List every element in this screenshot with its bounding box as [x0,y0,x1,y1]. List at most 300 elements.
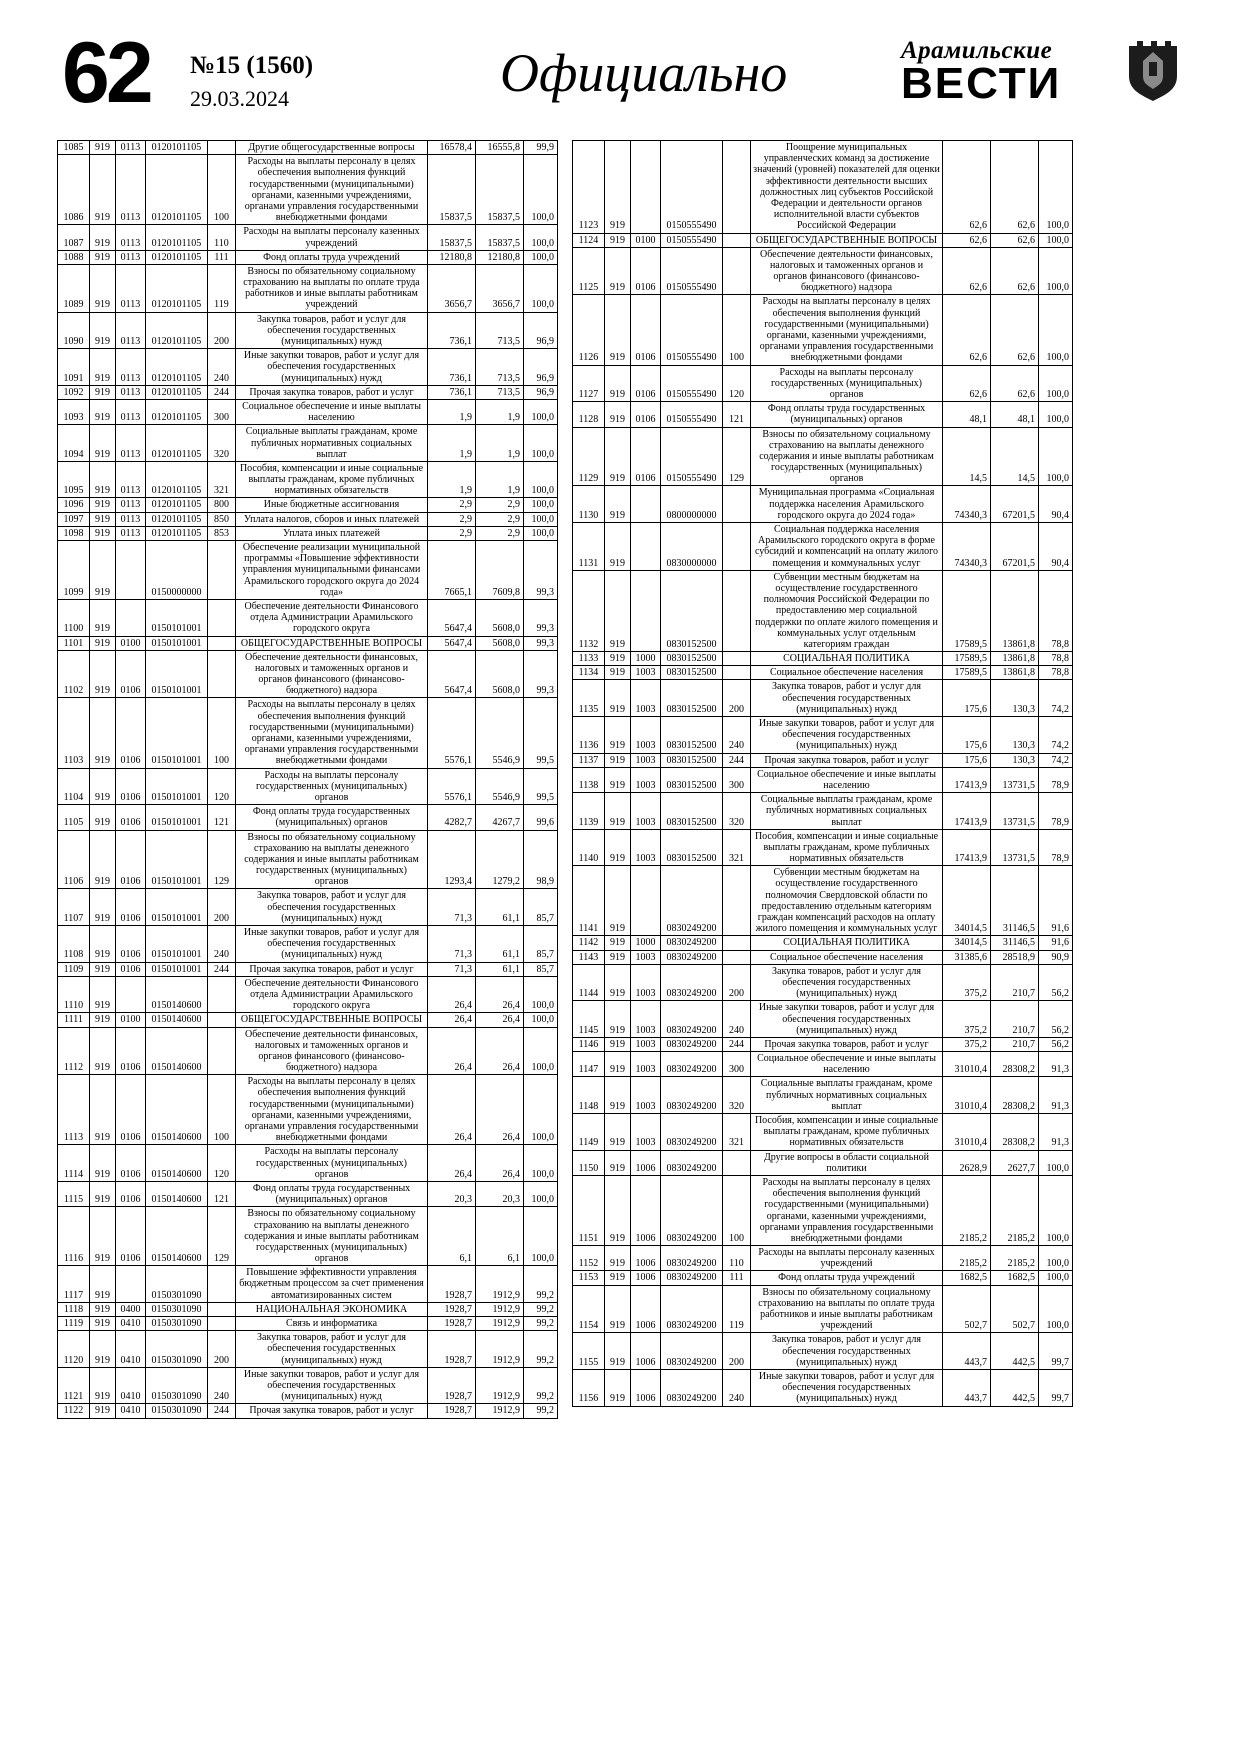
name-cell: Прочая закупка товаров, работ и услуг [236,385,428,399]
name-cell: Фонд оплаты труда государственных (муниципальных) органов [236,805,428,830]
row-num-cell: 1139 [573,793,605,830]
expense-type-cell: 100 [208,1075,236,1145]
grbs-code-cell: 919 [90,1317,116,1331]
percent-cell: 100,0 [524,512,558,526]
executed-value-cell: 5608,0 [476,636,524,650]
executed-value-cell: 3656,7 [476,264,524,312]
grbs-code-cell: 919 [605,1077,631,1114]
name-cell: Пособия, компенсации и иные социальные выплаты гражданам, кроме публичных нормативных обязательств [236,461,428,498]
target-article-cell: 0120101105 [146,512,208,526]
target-article-cell: 0830249200 [661,1077,723,1114]
grbs-code-cell: 919 [605,1246,631,1271]
executed-value-cell: 62,6 [991,365,1039,402]
section-code-cell [116,541,146,600]
section-code-cell: 1006 [631,1271,661,1285]
approved-value-cell: 5576,1 [428,698,476,768]
expense-type-cell: 240 [208,1367,236,1404]
row-num-cell: 1131 [573,523,605,571]
table-row [573,1001,1073,1038]
target-article-cell: 0120101105 [146,264,208,312]
approved-value-cell: 1928,7 [428,1367,476,1404]
row-num-cell: 1154 [573,1285,605,1333]
name-cell: Закупка товаров, работ и услуг для обеспечения государственных (муниципальных) нужд [751,680,943,717]
table-row [573,486,1073,523]
row-num-cell: 1151 [573,1175,605,1245]
grbs-code-cell: 919 [605,523,631,571]
section-code-cell: 0106 [631,247,661,295]
executed-value-cell: 210,7 [991,964,1039,1001]
target-article-cell: 0150101001 [146,636,208,650]
grbs-code-cell: 919 [90,1367,116,1404]
section-code-cell: 0106 [116,1145,146,1182]
row-num-cell: 1146 [573,1037,605,1051]
expense-type-cell: 129 [208,1207,236,1266]
percent-cell: 99,2 [524,1317,558,1331]
approved-value-cell: 5647,4 [428,636,476,650]
row-num-cell: 1097 [58,512,90,526]
approved-value-cell: 1928,7 [428,1266,476,1303]
expense-type-cell: 100 [208,698,236,768]
name-cell: Взносы по обязательному социальному страхованию на выплаты по оплате труда работников и иные выплаты работникам учреждений [236,264,428,312]
executed-value-cell: 1912,9 [476,1317,524,1331]
row-num-cell: 1125 [573,247,605,295]
executed-value-cell: 210,7 [991,1037,1039,1051]
approved-value-cell: 1682,5 [943,1271,991,1285]
row-num-cell: 1094 [58,425,90,462]
name-cell: Расходы на выплаты персоналу в целях обеспечения выполнения функций государственными (муниципальными) органами, казенными учреждениями, органами управления государственными внебюджетными фондами [751,295,943,365]
approved-value-cell: 31010,4 [943,1077,991,1114]
target-article-cell: 0150101001 [146,926,208,963]
grbs-code-cell: 919 [605,866,631,936]
expense-type-cell: 121 [208,1181,236,1206]
section-code-cell: 0106 [116,650,146,698]
expense-type-cell [208,650,236,698]
row-num-cell: 1088 [58,250,90,264]
row-num-cell: 1137 [573,753,605,767]
row-num-cell: 1130 [573,486,605,523]
expense-type-cell [723,247,751,295]
section-code-cell: 0113 [116,425,146,462]
row-num-cell: 1127 [573,365,605,402]
approved-value-cell: 62,6 [943,233,991,247]
target-article-cell: 0150000000 [146,541,208,600]
grbs-code-cell: 919 [605,1369,631,1406]
grbs-code-cell: 919 [90,1404,116,1418]
name-cell: Расходы на выплаты персоналу в целях обеспечения выполнения функций государственными (муниципальными) органами, казенными учреждениями, органами управления государственными внебюджетными фондами [236,698,428,768]
grbs-code-cell: 919 [90,1302,116,1316]
row-num-cell: 1129 [573,427,605,486]
table-row [573,964,1073,1001]
executed-value-cell: 61,1 [476,926,524,963]
section-code-cell: 0106 [631,427,661,486]
percent-cell: 78,8 [1039,666,1073,680]
section-code-cell: 0106 [116,926,146,963]
target-article-cell: 0830152500 [661,767,723,792]
percent-cell: 91,3 [1039,1114,1073,1151]
grbs-code-cell: 919 [605,666,631,680]
percent-cell: 100,0 [1039,1150,1073,1175]
name-cell: Субвенции местным бюджетам на осуществление государственного полномочия Свердловской области по предоставлению отдельным категориям граждан компенсаций расходов на оплату жилого помещения и коммунальных услуг [751,866,943,936]
table-row [573,1037,1073,1051]
grbs-code-cell: 919 [605,652,631,666]
executed-value-cell: 28308,2 [991,1114,1039,1151]
section-code-cell: 0410 [116,1331,146,1368]
target-article-cell: 0150140600 [146,1075,208,1145]
expense-type-cell: 200 [208,1331,236,1368]
row-num-cell: 1108 [58,926,90,963]
grbs-code-cell: 919 [605,767,631,792]
section-code-cell: 0106 [116,889,146,926]
approved-value-cell: 5647,4 [428,650,476,698]
section-code-cell: 1000 [631,936,661,950]
grbs-code-cell: 919 [605,1037,631,1051]
table-row [573,233,1073,247]
name-cell: Прочая закупка товаров, работ и услуг [236,1404,428,1418]
section-code-cell: 0100 [116,1013,146,1027]
percent-cell: 100,0 [1039,402,1073,427]
grbs-code-cell: 919 [605,1001,631,1038]
name-cell: Связь и информатика [236,1317,428,1331]
name-cell: Обеспечение реализации муниципальной программы «Повышение эффективности управления муниципальными финансами Арамильского городского округа до 2024 года» [236,541,428,600]
table-row [573,1175,1073,1245]
budget-table-left [57,140,558,1419]
section-code-cell: 0113 [116,512,146,526]
expense-type-cell: 321 [723,1114,751,1151]
grbs-code-cell: 919 [90,636,116,650]
approved-value-cell: 7665,1 [428,541,476,600]
target-article-cell: 0120101105 [146,399,208,424]
target-article-cell: 0830249200 [661,1285,723,1333]
name-cell: Уплата налогов, сборов и иных платежей [236,512,428,526]
target-article-cell: 0150140600 [146,1181,208,1206]
expense-type-cell [723,936,751,950]
section-code-cell: 0113 [116,225,146,250]
expense-type-cell: 800 [208,498,236,512]
table-row [573,1271,1073,1285]
executed-value-cell: 1,9 [476,399,524,424]
target-article-cell: 0150301090 [146,1317,208,1331]
percent-cell: 100,0 [1039,1175,1073,1245]
table-row [58,541,558,600]
name-cell: Прочая закупка товаров, работ и услуг [751,753,943,767]
table-row [58,1181,558,1206]
executed-value-cell: 1912,9 [476,1302,524,1316]
executed-value-cell: 442,5 [991,1369,1039,1406]
percent-cell: 100,0 [524,155,558,225]
target-article-cell: 0150101001 [146,768,208,805]
percent-cell: 100,0 [1039,1285,1073,1333]
row-num-cell: 1143 [573,950,605,964]
expense-type-cell: 111 [723,1271,751,1285]
expense-type-cell: 200 [723,680,751,717]
table-row [58,1013,558,1027]
approved-value-cell: 71,3 [428,926,476,963]
name-cell: Взносы по обязательному социальному страхованию на выплаты денежного содержания и иные выплаты работникам государственных (муниципальных) органов [236,830,428,889]
executed-value-cell: 5608,0 [476,650,524,698]
newspaper-brand [901,37,1121,108]
grbs-code-cell: 919 [605,680,631,717]
table-row [573,753,1073,767]
target-article-cell: 0150301090 [146,1266,208,1303]
section-code-cell: 1003 [631,767,661,792]
table-row [573,1052,1073,1077]
approved-value-cell: 26,4 [428,1075,476,1145]
executed-value-cell: 2627,7 [991,1150,1039,1175]
table-row [573,295,1073,365]
expense-type-cell: 853 [208,526,236,540]
target-article-cell: 0150555490 [661,365,723,402]
table-row [58,805,558,830]
table-row [58,399,558,424]
approved-value-cell: 12180,8 [428,250,476,264]
executed-value-cell: 61,1 [476,962,524,976]
name-cell: Иные закупки товаров, работ и услуг для обеспечения государственных (муниципальных) нужд [751,1001,943,1038]
percent-cell: 78,9 [1039,829,1073,866]
grbs-code-cell: 919 [605,936,631,950]
executed-value-cell: 26,4 [476,1145,524,1182]
target-article-cell: 0150101001 [146,805,208,830]
approved-value-cell: 6,1 [428,1207,476,1266]
row-num-cell: 1114 [58,1145,90,1182]
executed-value-cell: 2,9 [476,512,524,526]
grbs-code-cell: 919 [90,512,116,526]
section-code-cell: 0113 [116,461,146,498]
executed-value-cell: 26,4 [476,1027,524,1075]
expense-type-cell: 240 [208,349,236,386]
percent-cell: 100,0 [524,1013,558,1027]
percent-cell: 99,2 [524,1302,558,1316]
executed-value-cell: 2,9 [476,526,524,540]
row-num-cell: 1124 [573,233,605,247]
percent-cell: 100,0 [1039,365,1073,402]
expense-type-cell: 200 [723,964,751,1001]
table-row [573,570,1073,651]
approved-value-cell: 31385,6 [943,950,991,964]
row-num-cell: 1135 [573,680,605,717]
table-row [58,312,558,349]
row-num-cell: 1138 [573,767,605,792]
percent-cell: 56,2 [1039,1001,1073,1038]
approved-value-cell: 2628,9 [943,1150,991,1175]
expense-type-cell: 244 [208,1404,236,1418]
row-num-cell: 1123 [573,141,605,234]
grbs-code-cell: 919 [605,829,631,866]
approved-value-cell: 15837,5 [428,155,476,225]
grbs-code-cell: 919 [605,717,631,754]
name-cell: Социальные выплаты гражданам, кроме публичных нормативных социальных выплат [751,1077,943,1114]
table-row [58,526,558,540]
percent-cell: 100,0 [524,264,558,312]
expense-type-cell [723,141,751,234]
expense-type-cell [208,1302,236,1316]
approved-value-cell: 1,9 [428,461,476,498]
target-article-cell: 0830249200 [661,936,723,950]
row-num-cell: 1103 [58,698,90,768]
target-article-cell: 0120101105 [146,349,208,386]
approved-value-cell: 17413,9 [943,829,991,866]
approved-value-cell: 1928,7 [428,1302,476,1316]
expense-type-cell: 320 [723,1077,751,1114]
expense-type-cell: 320 [723,793,751,830]
approved-value-cell: 443,7 [943,1369,991,1406]
table-row [58,264,558,312]
table-row [573,936,1073,950]
grbs-code-cell: 919 [605,1175,631,1245]
row-num-cell: 1119 [58,1317,90,1331]
section-code-cell: 0106 [116,805,146,830]
section-code-cell [631,141,661,234]
executed-value-cell: 210,7 [991,1001,1039,1038]
grbs-code-cell: 919 [90,225,116,250]
table-row [58,385,558,399]
approved-value-cell: 2185,2 [943,1246,991,1271]
table-row [58,425,558,462]
name-cell: Социальные выплаты гражданам, кроме публичных нормативных социальных выплат [236,425,428,462]
section-code-cell: 0113 [116,141,146,155]
section-code-cell: 0113 [116,312,146,349]
name-cell: ОБЩЕГОСУДАРСТВЕННЫЕ ВОПРОСЫ [236,636,428,650]
executed-value-cell: 6,1 [476,1207,524,1266]
expense-type-cell [208,541,236,600]
row-num-cell: 1152 [573,1246,605,1271]
row-num-cell: 1141 [573,866,605,936]
percent-cell: 100,0 [1039,1271,1073,1285]
section-code-cell: 0106 [631,295,661,365]
expense-type-cell: 244 [723,1037,751,1051]
section-code-cell [631,523,661,571]
executed-value-cell: 2185,2 [991,1175,1039,1245]
expense-type-cell: 121 [208,805,236,830]
expense-type-cell [208,1266,236,1303]
name-cell: НАЦИОНАЛЬНАЯ ЭКОНОМИКА [236,1302,428,1316]
percent-cell: 100,0 [524,1207,558,1266]
section-code-cell: 1006 [631,1246,661,1271]
grbs-code-cell: 919 [90,1266,116,1303]
target-article-cell: 0830249200 [661,1114,723,1151]
executed-value-cell: 1,9 [476,461,524,498]
approved-value-cell: 74340,3 [943,486,991,523]
table-row [58,141,558,155]
name-cell: Расходы на выплаты персоналу в целях обеспечения выполнения функций государственными (муниципальными) органами, казенными учреждениями, органами управления государственными внебюджетными фондами [236,155,428,225]
section-code-cell: 1003 [631,950,661,964]
executed-value-cell: 713,5 [476,349,524,386]
target-article-cell: 0150101001 [146,830,208,889]
target-article-cell: 0150140600 [146,1207,208,1266]
expense-type-cell: 111 [208,250,236,264]
grbs-code-cell: 919 [90,698,116,768]
target-article-cell: 0830249200 [661,866,723,936]
target-article-cell: 0120101105 [146,461,208,498]
expense-type-cell [723,652,751,666]
section-code-cell: 1003 [631,964,661,1001]
expense-type-cell: 244 [208,962,236,976]
name-cell: Социальное обеспечение населения [751,950,943,964]
executed-value-cell: 13731,5 [991,767,1039,792]
percent-cell: 99,6 [524,805,558,830]
approved-value-cell: 17589,5 [943,570,991,651]
table-row [573,866,1073,936]
grbs-code-cell: 919 [90,1075,116,1145]
coat-of-arms-icon [1127,38,1179,107]
target-article-cell: 0120101105 [146,225,208,250]
grbs-code-cell: 919 [90,1027,116,1075]
approved-value-cell: 31010,4 [943,1114,991,1151]
expense-type-cell: 120 [723,365,751,402]
percent-cell: 74,2 [1039,753,1073,767]
name-cell: Социальная поддержка населения Арамильского городского округа в форме субсидий и компенсаций на оплату жилого помещения и коммунальных услуг [751,523,943,571]
section-code-cell: 1003 [631,1114,661,1151]
name-cell: Иные закупки товаров, работ и услуг для обеспечения государственных (муниципальных) нужд [236,1367,428,1404]
issue-date: 29.03.2024 [190,86,289,111]
percent-cell: 96,9 [524,312,558,349]
brand-name-top: Арамильские [901,37,1053,64]
percent-cell: 98,9 [524,830,558,889]
target-article-cell: 0150555490 [661,233,723,247]
table-row [58,1404,558,1418]
row-num-cell: 1128 [573,402,605,427]
executed-value-cell: 61,1 [476,889,524,926]
table-row [58,926,558,963]
row-num-cell: 1087 [58,225,90,250]
target-article-cell: 0120101105 [146,312,208,349]
name-cell: Закупка товаров, работ и услуг для обеспечения государственных (муниципальных) нужд [236,889,428,926]
approved-value-cell: 15837,5 [428,225,476,250]
expense-type-cell: 100 [723,1175,751,1245]
grbs-code-cell: 919 [90,498,116,512]
table-row [58,250,558,264]
row-num-cell: 1132 [573,570,605,651]
approved-value-cell: 5647,4 [428,599,476,636]
name-cell: Иные закупки товаров, работ и услуг для обеспечения государственных (муниципальных) нужд [236,349,428,386]
target-article-cell: 0150301090 [146,1367,208,1404]
grbs-code-cell: 919 [90,1181,116,1206]
percent-cell: 99,7 [1039,1333,1073,1370]
grbs-code-cell: 919 [605,570,631,651]
row-num-cell: 1093 [58,399,90,424]
section-code-cell: 0113 [116,399,146,424]
grbs-code-cell: 919 [605,1271,631,1285]
name-cell: Другие вопросы в области социальной политики [751,1150,943,1175]
row-num-cell: 1100 [58,599,90,636]
approved-value-cell: 2,9 [428,526,476,540]
row-num-cell: 1134 [573,666,605,680]
approved-value-cell: 34014,5 [943,936,991,950]
name-cell: Пособия, компенсации и иные социальные выплаты гражданам, кроме публичных нормативных обязательств [751,829,943,866]
table-row [58,225,558,250]
grbs-code-cell: 919 [90,1331,116,1368]
table-row [58,962,558,976]
grbs-code-cell: 919 [90,425,116,462]
grbs-code-cell: 919 [90,830,116,889]
row-num-cell: 1107 [58,889,90,926]
executed-value-cell: 5546,9 [476,698,524,768]
percent-cell: 99,5 [524,768,558,805]
target-article-cell: 0830249200 [661,1150,723,1175]
expense-type-cell [208,1013,236,1027]
name-cell: Расходы на выплаты персоналу в целях обеспечения выполнения функций государственными (муниципальными) органами, казенными учреждениями, органами управления государственными внебюджетными фондами [751,1175,943,1245]
name-cell: СОЦИАЛЬНАЯ ПОЛИТИКА [751,652,943,666]
page-number: 62 [62,25,150,121]
row-num-cell: 1115 [58,1181,90,1206]
executed-value-cell: 62,6 [991,233,1039,247]
expense-type-cell: 300 [723,767,751,792]
table-row [573,1369,1073,1406]
name-cell: Иные бюджетные ассигнования [236,498,428,512]
expense-type-cell: 200 [208,312,236,349]
percent-cell: 99,3 [524,636,558,650]
row-num-cell: 1126 [573,295,605,365]
executed-value-cell: 130,3 [991,717,1039,754]
